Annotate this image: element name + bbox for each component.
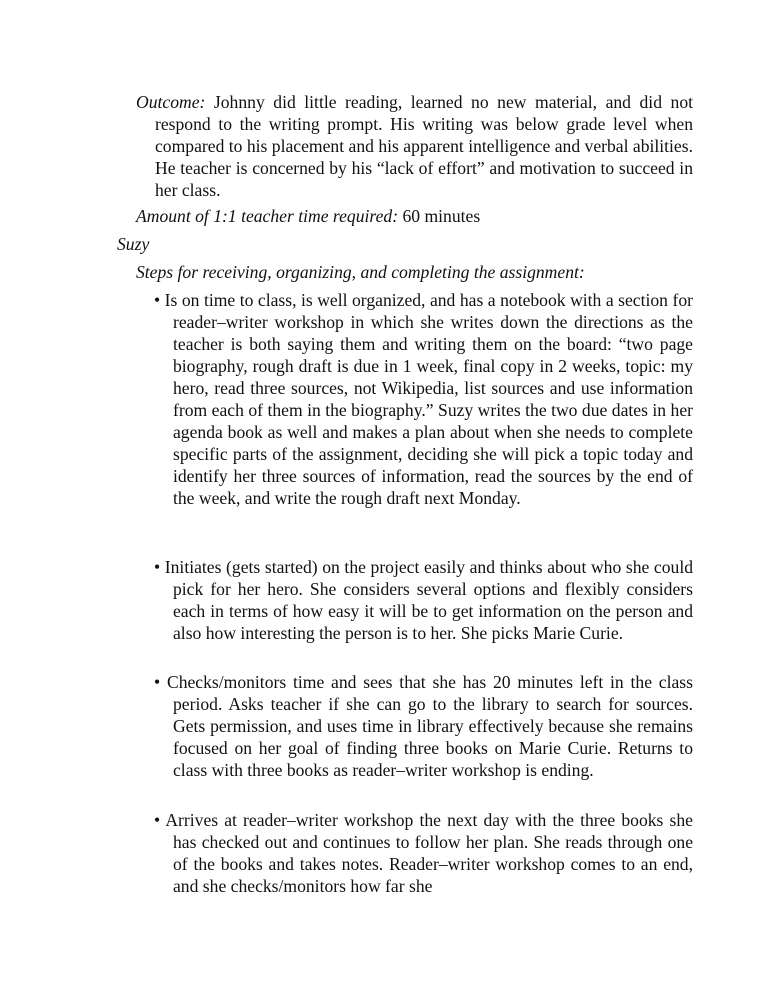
- bullet-item: [154, 556, 693, 644]
- bullet-text: Is on time to class, is well organized, and has a notebook with a section for reader–writer workshop in which she writes down the directions as the teacher is both saying them and writing them on the board: “two page biography, rough draft is due in 1 week, final copy in 2 weeks, topic: my hero, read three sources, not Wikipedia, list sources and use information from each of them in the biography.” Suzy writes the two due dates in her agenda book as well and makes a plan about when she needs to complete specific parts of the assignment, deciding she will pick a topic today and identify her three sources of information, read the sources by the end of the week, and write the rough draft next Monday.: [160, 290, 693, 508]
- bullet-item: [154, 809, 693, 897]
- bullet-marker: •: [154, 557, 161, 577]
- bullet-marker: •: [154, 290, 161, 310]
- outcome-text: Johnny did little reading, learned no new material, and did not respond to the writing prompt. His writing was below grade level when compared to his placement and his apparent intelligence and verbal abilities. He teacher is concerned by his “lack of effort” and motivation to succeed in her class.: [155, 92, 693, 200]
- bullet-text: Checks/monitors time and sees that she has 20 minutes left in the class period. Asks teacher if she can go to the library to search for sources. Gets permission, and uses time in library effectively because she remains focused on her goal of finding three books on Marie Curie. Returns to class with three books as reader–writer workshop is ending.: [160, 672, 693, 780]
- teacher-time-value: 60 minutes: [398, 206, 481, 226]
- outcome-paragraph: [136, 91, 693, 201]
- bullet-item: [154, 289, 693, 509]
- bullet-text: Initiates (gets started) on the project easily and thinks about who she could pick for her hero. She considers several options and flexibly considers each in terms of how easy it will be to get information on the person and also how interesting the person is to her. She picks Marie Curie.: [160, 557, 693, 643]
- bullet-marker: •: [154, 672, 161, 692]
- bullet-text: Arrives at reader–writer workshop the next day with the three books she has checked out and continues to follow her plan. She reads through one of the books and takes notes. Reader–writer workshop comes to an end, and she checks/monitors how far she: [160, 810, 693, 896]
- student-heading: Suzy: [117, 234, 150, 254]
- outcome-label: Outcome:: [136, 92, 206, 112]
- teacher-time-line: [136, 205, 674, 227]
- bullet-item: [154, 671, 693, 781]
- teacher-time-label: Amount of 1:1 teacher time required:: [136, 206, 399, 226]
- steps-heading: Steps for receiving, organizing, and completing the assignment:: [136, 262, 585, 282]
- bullet-marker: •: [154, 810, 161, 830]
